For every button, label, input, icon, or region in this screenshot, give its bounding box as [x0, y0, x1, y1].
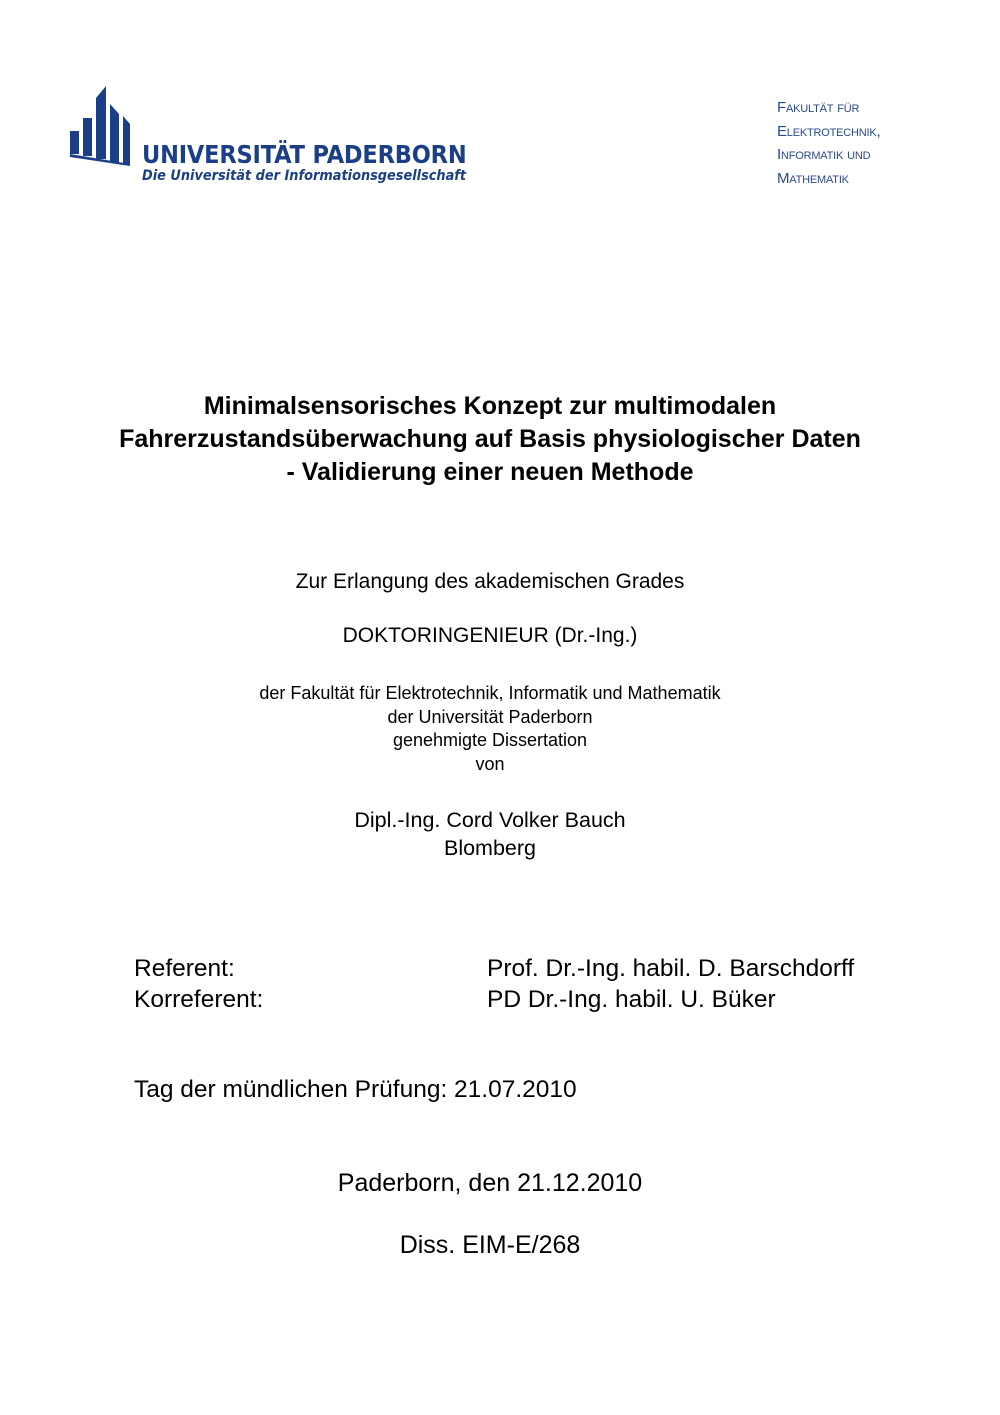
approval-line: von [475, 753, 505, 774]
title-line: Fahrerzustandsüberwachung auf Basis physiologischer Daten [119, 425, 861, 453]
dissertation-number: Diss. EIM-E/268 [399, 1231, 581, 1259]
referee-role: Referent: [134, 955, 235, 982]
referee-name: Prof. Dr.-Ing. habil. D. Barschdorff [487, 955, 855, 982]
dissertation-title [0, 390, 980, 489]
author-hometown: Blomberg [443, 836, 536, 860]
approval-line: der Fakultät für Elektrotechnik, Informatik und Mathematik [259, 683, 721, 703]
logo-tagline: Die Universität der Informationsgesellschaft [142, 168, 467, 184]
faculty-line: Informatik und [777, 146, 871, 163]
author-name: Dipl.-Ing. Cord Volker Bauch [354, 808, 626, 832]
title-line: - Validierung einer neuen Methode [286, 458, 694, 486]
faculty-line: Elektrotechnik, [777, 122, 881, 140]
university-emblem-icon [70, 86, 140, 166]
university-logo [70, 86, 470, 196]
faculty-heading [777, 96, 880, 190]
faculty-line: Mathematik [777, 169, 849, 187]
referees-list [134, 953, 914, 1015]
approval-statement [0, 682, 980, 776]
author-block [0, 806, 980, 862]
referee-row [134, 953, 914, 984]
place-and-date: Paderborn, den 21.12.2010 [337, 1169, 643, 1197]
faculty-line: Fakultät für [777, 99, 860, 116]
approval-line: genehmigte Dissertation [392, 730, 588, 750]
title-line: Minimalsensorisches Konzept zur multimodalen [203, 392, 777, 420]
approval-line: der Universität Paderborn [387, 706, 593, 727]
exam-date: Tag der mündlichen Prüfung: 21.07.2010 [134, 1076, 577, 1103]
referee-role: Korreferent: [134, 986, 264, 1013]
degree-title: DOKTORINGENIEUR (Dr.-Ing.) [342, 624, 638, 647]
degree-purpose: Zur Erlangung des akademischen Grades [295, 570, 685, 593]
logo-wordmark: UNIVERSITÄT PADERBORN [142, 140, 467, 169]
referee-name: PD Dr.-Ing. habil. U. Büker [487, 986, 776, 1013]
referee-row [134, 984, 914, 1015]
